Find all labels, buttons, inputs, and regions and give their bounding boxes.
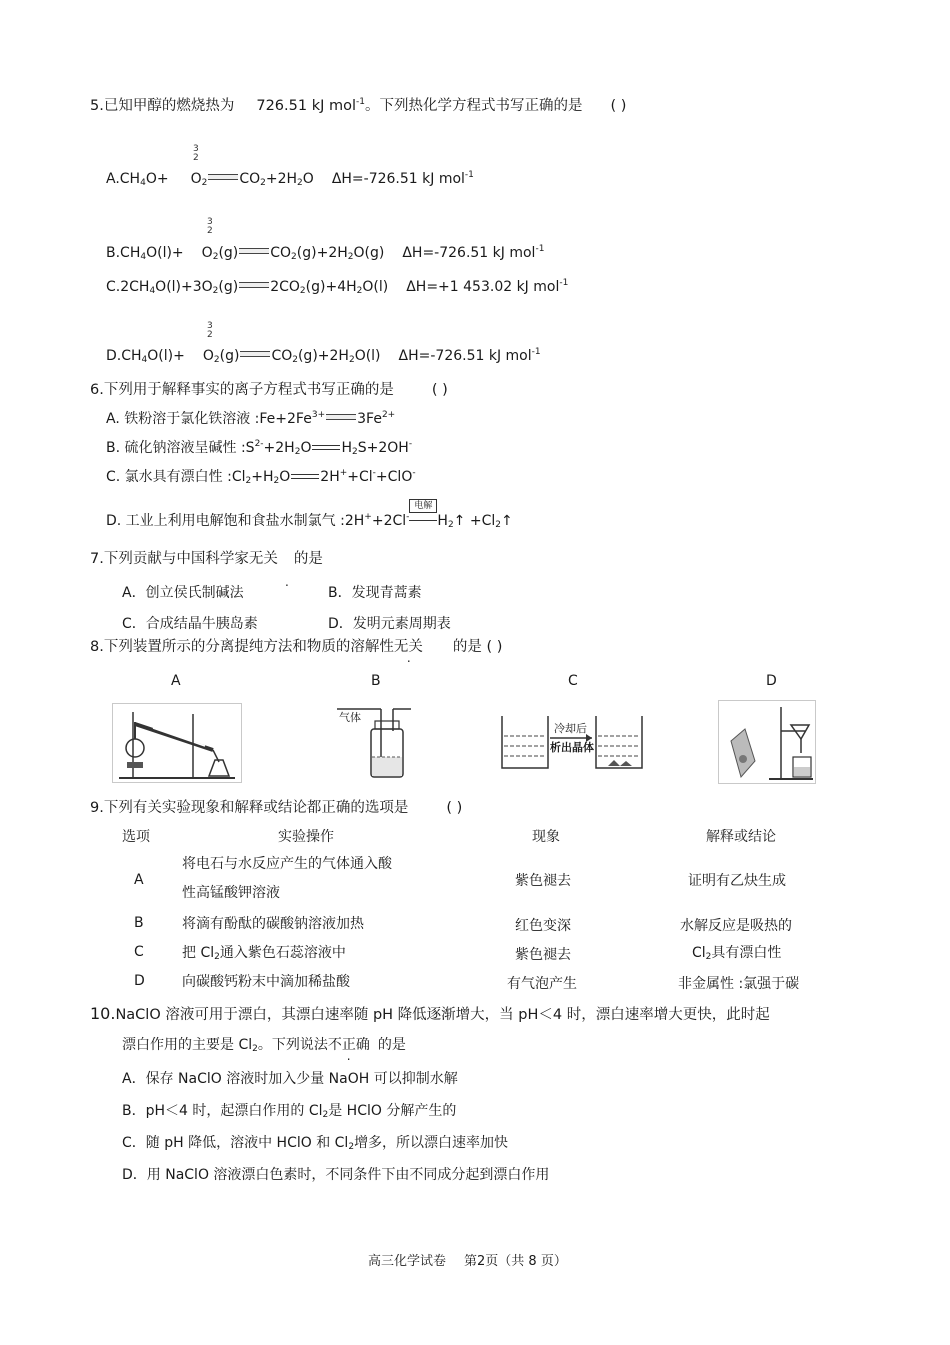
table-row-conclusion: 证明有乙炔生成 xyxy=(688,873,786,889)
q9-header-option: 选项 xyxy=(122,829,150,845)
q7-option-b: B．发现青蒿素 xyxy=(328,585,422,601)
distillation-icon xyxy=(113,704,241,782)
table-row-option: C xyxy=(134,944,144,960)
table-row-operation: 把 $Cl_2$通入紫色石蕊溶液中 xyxy=(182,945,346,962)
table-row-operation-cont: 性高锰酸钾溶液 xyxy=(182,885,280,901)
crystals-label: 析出晶体 xyxy=(550,741,594,754)
q5b-fraction: 3 2 xyxy=(207,217,213,236)
q6-option-b: B. 硫化钠溶液呈碱性 $:S^{2-}+2H_2O$ $H_2S+2OH^-$ xyxy=(106,439,413,457)
q10-stem-line2: 漂白作用的主要是 $Cl_2$。下列说法不正确 的是 xyxy=(122,1037,406,1054)
table-row-phenomenon: 紫色褪去 xyxy=(515,947,571,963)
equals-bar-icon xyxy=(326,414,356,420)
equals-bar-icon xyxy=(240,351,270,357)
q10-stem-line1: 10.NaClO 溶液可用于漂白，其漂白速率随 pH 降低逐渐增大，当 pH＜4 时，漂白速率增大更快，此时起 xyxy=(90,1004,770,1023)
q8-label-b: B xyxy=(371,673,381,689)
page-number: 第2页（共 8 页） xyxy=(464,1254,567,1269)
q6-option-a: A. 铁粉溶于氯化铁溶液 $:Fe+2Fe^{3+}$ $3Fe^{2+}$ xyxy=(106,410,396,427)
table-row-option: B xyxy=(134,915,144,931)
q10-option-a: A．保存 NaClO 溶液时加入少量 NaOH 可以抑制水解 xyxy=(122,1071,458,1087)
q5-option-a: $A.CH_4O+ O_2$ $CO_2+2H_2O$ ΔH=-726.51 kJ mol$^{-1}$ xyxy=(106,170,474,188)
cooling-label: 冷却后 xyxy=(554,722,587,735)
q7-option-a: A．创立侯氏制碱法 xyxy=(122,585,244,601)
table-row-phenomenon: 紫色褪去 xyxy=(515,873,571,889)
q6-option-d: D. 工业上利用电解饱和食盐水制氯气 :2H++2Cl- 电解 $H_2↑$ $+Cl_2↑$ xyxy=(106,501,513,530)
table-row-phenomenon: 有气泡产生 xyxy=(507,976,577,992)
gas-label: 气体 xyxy=(339,711,361,724)
reversible-arrow-icon xyxy=(312,444,340,450)
equals-bar-icon xyxy=(208,174,238,180)
table-row-phenomenon: 红色变深 xyxy=(515,918,571,934)
q5-option-c: $C.2CH_4O(l)+3O_2(g)$ $2CO_2(g)+4H_2O(l)$ ΔH=+1 453.02 kJ mol$^{-1}$ xyxy=(106,278,569,296)
q5-option-d: $D.CH_4O(l)+ O_2(g)$ $CO_2(g)+2H_2O(l)$ ΔH=-726.51 kJ mol$^{-1}$ xyxy=(106,347,541,365)
table-row-operation: 向碳酸钙粉末中滴加稀盐酸 xyxy=(182,974,350,990)
table-row-conclusion: $Cl_2$具有漂白性 xyxy=(692,945,782,962)
q5d-fraction: 3 2 xyxy=(207,321,213,340)
table-row-option: A xyxy=(134,872,144,888)
q10-option-d: D．用 NaClO 溶液漂白色素时，不同条件下由不同成分起到漂白作用 xyxy=(122,1167,550,1183)
q9-stem: 9.下列有关实验现象和解释或结论都正确的选项是 ( ) xyxy=(90,800,463,816)
electrolysis-arrow-icon: 电解 xyxy=(409,513,437,527)
q8-label-a: A xyxy=(171,673,181,689)
q5-option-b: $B.CH_4O(l)+ O_2(g)$ $CO_2(g)+2H_2O(g)$ ΔH=-726.51 kJ mol$^{-1}$ xyxy=(106,244,545,262)
q5a-fraction: 3 2 xyxy=(193,144,199,163)
equals-bar-icon xyxy=(239,248,269,254)
q8-label-d: D xyxy=(766,673,777,689)
q10-option-c: C．随 pH 降低，溶液中 HClO 和 $Cl_2$增多，所以漂白速率加快 xyxy=(122,1135,509,1152)
q9-header-operation: 实验操作 xyxy=(278,829,334,845)
q6-option-c: C. 氯水具有漂白性 $:Cl_2+H_2O$ 2H++Cl-+ClO- xyxy=(106,468,416,486)
exam-title: 高三化学试卷 xyxy=(368,1254,447,1269)
q9-header-conclusion: 解释或结论 xyxy=(706,829,776,845)
table-row-option: D xyxy=(134,973,145,989)
reversible-arrow-icon xyxy=(291,473,319,479)
q5-stem: 5.已知甲醇的燃烧热为 726.51 kJ mol$^{-1}$。下列热化学方程式书写正确的是 ( ) xyxy=(90,97,627,114)
q8-stem: 8.下列装置所示的分离提纯方法和物质的溶解性无关 的是 ( ) xyxy=(90,639,503,655)
equals-bar-icon xyxy=(239,282,269,288)
table-row-conclusion: 水解反应是吸热的 xyxy=(680,918,792,934)
filtration-icon xyxy=(719,701,815,783)
q9-header-phenomenon: 现象 xyxy=(532,829,560,845)
table-row-conclusion: 非金属性 :氯强于碳 xyxy=(678,976,800,992)
q7-option-c: C．合成结晶牛胰岛素 xyxy=(122,616,258,632)
q7-option-d: D．发明元素周期表 xyxy=(328,616,451,632)
apparatus-b-gas-washing xyxy=(335,703,413,779)
q7-stem: 7.下列贡献与中国科学家无关 的是 xyxy=(90,551,323,567)
table-row-operation: 将电石与水反应产生的气体通入酸 xyxy=(182,856,392,872)
q8-label-c: C xyxy=(568,673,578,689)
q10-option-b: B．pH＜4 时，起漂白作用的 $Cl_2$是 HClO 分解产生的 xyxy=(122,1103,457,1120)
apparatus-a-distillation xyxy=(112,703,242,783)
apparatus-c-crystallization xyxy=(500,714,645,770)
q6-stem: 6.下列用于解释事实的离子方程式书写正确的是 ( ) xyxy=(90,382,448,398)
table-row-operation: 将滴有酚酞的碳酸钠溶液加热 xyxy=(182,916,364,932)
apparatus-d-filtration xyxy=(718,700,816,784)
page-footer xyxy=(368,1253,567,1271)
